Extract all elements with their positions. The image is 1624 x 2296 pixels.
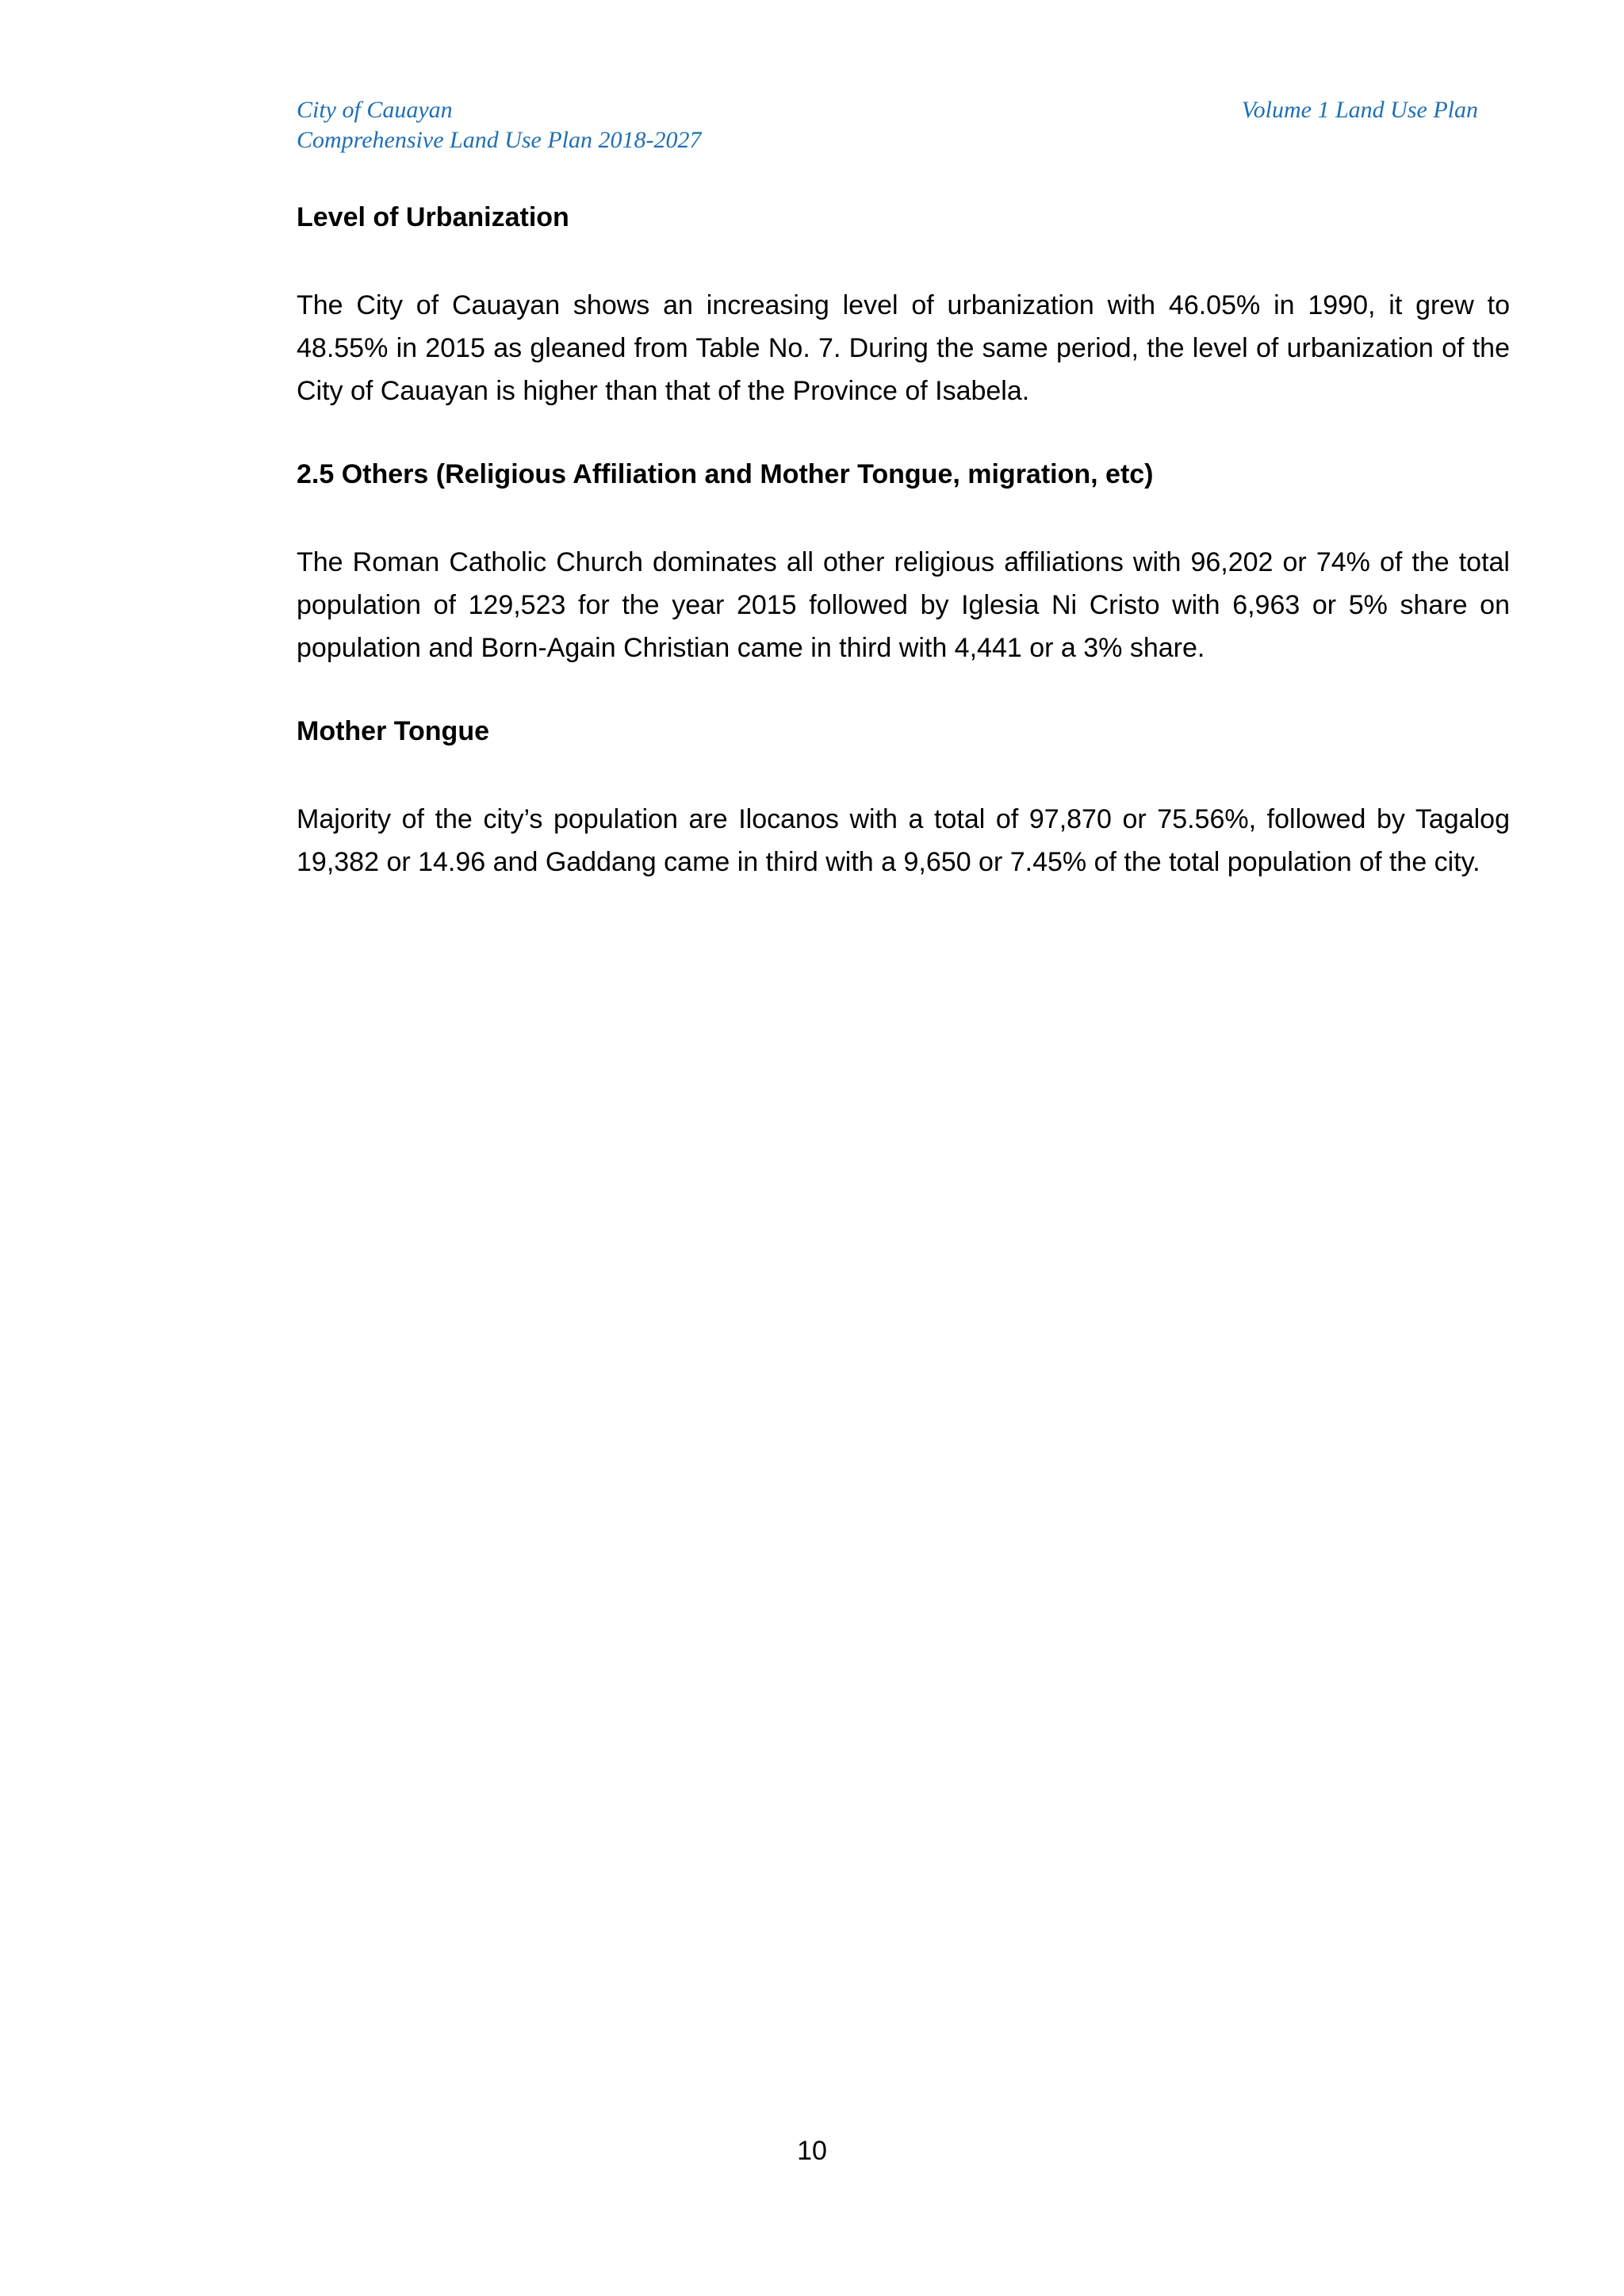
header-volume-title: Volume 1 Land Use Plan: [1241, 97, 1478, 123]
document-body: [297, 197, 1510, 884]
header-plan-title: Comprehensive Land Use Plan 2018-2027: [297, 127, 702, 153]
paragraph-religious-affiliation: The Roman Catholic Church dominates all other religious affiliations with 96,202 or 74% of the total population of 129,523 for the year 2015 followed by Iglesia Ni Cristo with 6,963 or 5% share on population and Born-Again Christian came in third with 4,441 or a 3% share.: [297, 547, 1510, 663]
header-city-title: City of Cauayan: [297, 97, 453, 123]
paragraph-mother-tongue: Majority of the city’s population are Ilocanos with a total of 97,870 or 75.56%, followed by Tagalog 19,382 or 14.96 and Gaddang came in third with a 9,650 or 7.45% of the total population of the city.: [297, 804, 1510, 877]
header-left: [297, 95, 702, 155]
page-header: [297, 95, 1478, 167]
page-number: 10: [797, 2136, 827, 2166]
heading-mother-tongue: Mother Tongue: [297, 716, 489, 746]
paragraph-urbanization: The City of Cauayan shows an increasing level of urbanization with 46.05% in 1990, it grew to 48.55% in 2015 as gleaned from Table No. 7. During the same period, the level of urbanization of the City of Cauayan is higher than that of the Province of Isabela.: [297, 290, 1510, 406]
heading-others: 2.5 Others (Religious Affiliation and Mother Tongue, migration, etc): [297, 459, 1154, 489]
heading-level-of-urbanization: Level of Urbanization: [297, 202, 569, 232]
